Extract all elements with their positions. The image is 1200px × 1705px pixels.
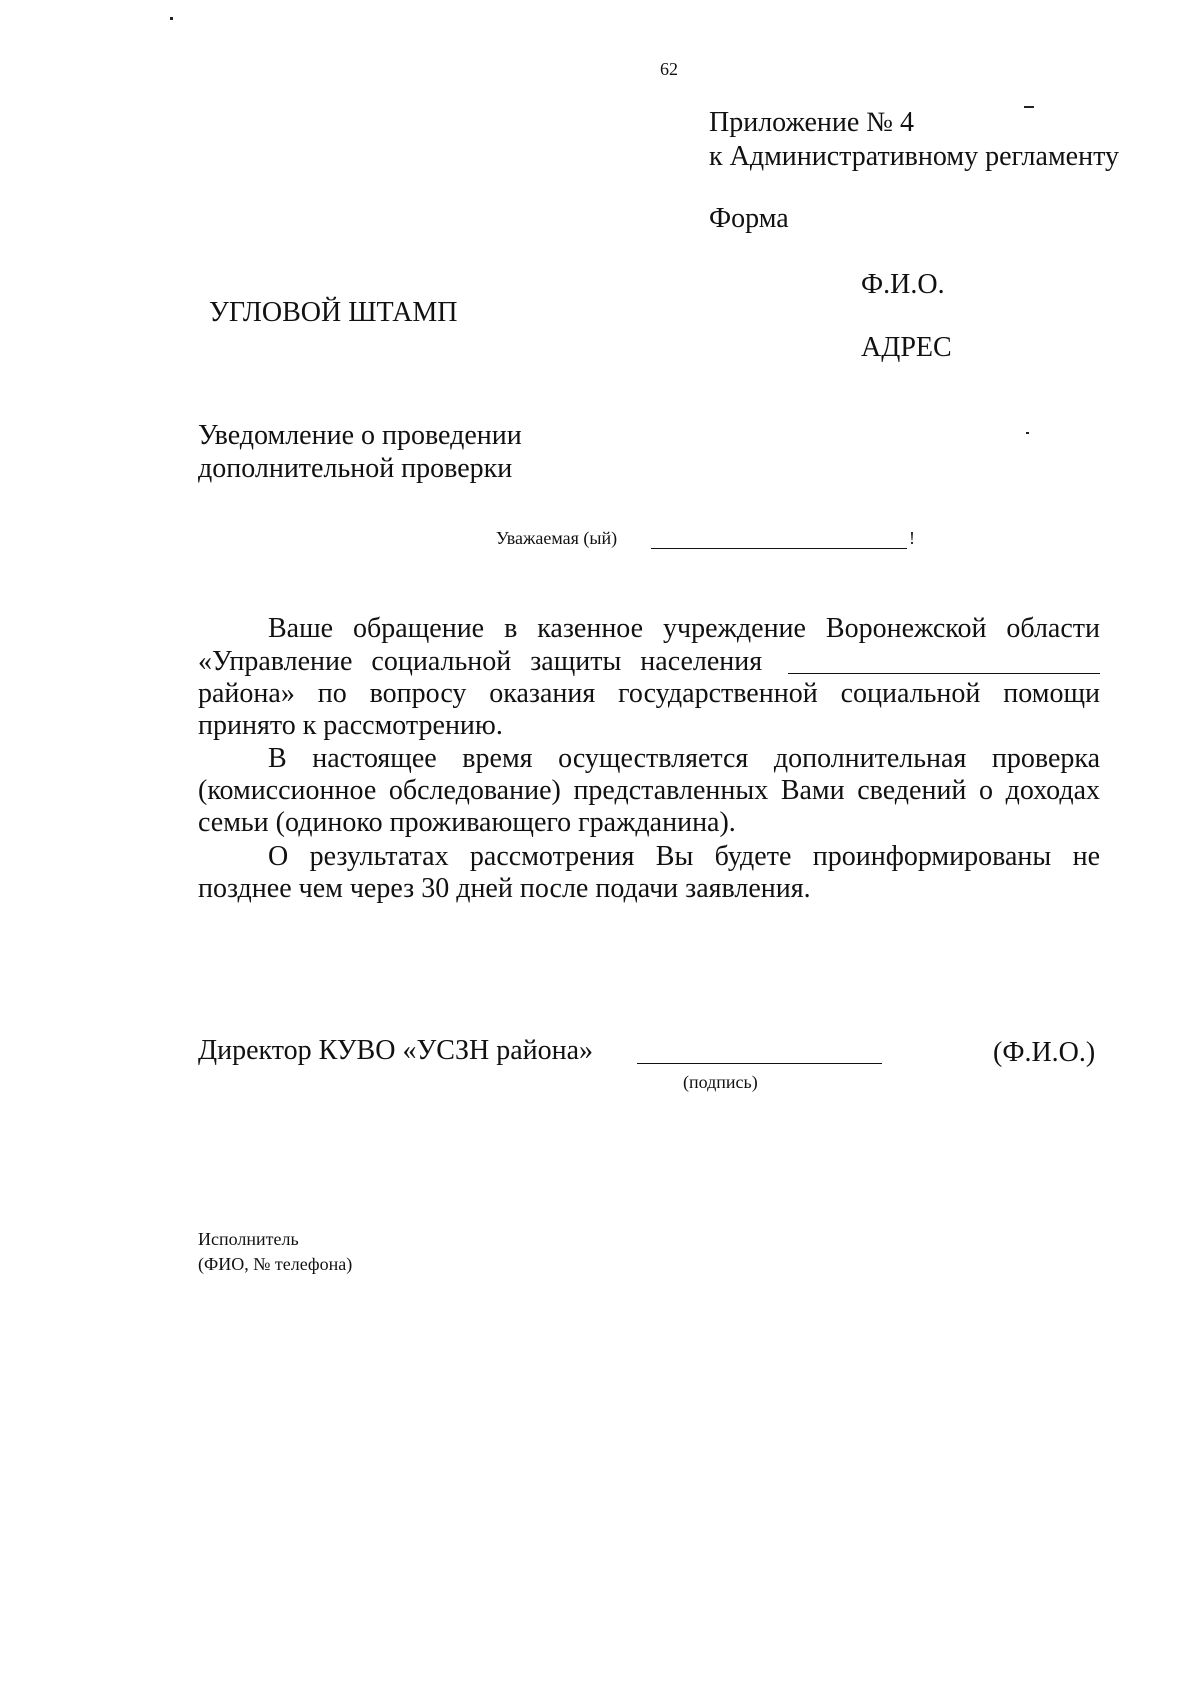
signatory-position: Директор КУВО «УСЗН района» [198, 1035, 594, 1066]
body-paragraph-2-line1: В настоящее время осуществляется дополнительная проверка [268, 743, 1100, 774]
signatory-name: (Ф.И.О.) [993, 1037, 1096, 1068]
recipient-address: АДРЕС [861, 332, 952, 363]
form-label: Форма [709, 203, 789, 234]
salutation-mark: ! [909, 528, 915, 548]
salutation-blank-line [651, 548, 907, 549]
appendix-number: Приложение № 4 [709, 107, 914, 138]
signature-caption: (подпись) [683, 1072, 758, 1092]
body-paragraph-1-line1: Ваше обращение в казенное учреждение Воронежской области [268, 613, 1100, 644]
body-paragraph-3-line1: О результатах рассмотрения Вы будете проинформированы не [268, 841, 1100, 872]
corner-stamp: УГЛОВОЙ ШТАМП [209, 297, 458, 328]
scan-speck [1024, 106, 1034, 108]
scan-speck [1026, 432, 1029, 434]
district-blank-line [788, 673, 1100, 674]
notice-title-line2: дополнительной проверки [198, 453, 513, 484]
salutation: Уважаемая (ый) [496, 528, 618, 548]
recipient-name: Ф.И.О. [861, 269, 945, 300]
body-paragraph-1-line2: «Управление социальной защиты населения [198, 646, 763, 677]
notice-title-line1: Уведомление о проведении [198, 420, 522, 451]
scan-speck [170, 17, 173, 20]
body-paragraph-3-line2: позднее чем через 30 дней после подачи заявления. [198, 873, 811, 904]
page-number: 62 [660, 59, 678, 79]
executor-contact: (ФИО, № телефона) [198, 1254, 353, 1274]
body-paragraph-2-line3: семьи (одиноко проживающего гражданина). [198, 807, 736, 838]
body-paragraph-1-line4: принято к рассмотрению. [198, 710, 503, 741]
body-paragraph-2-line2: (комиссионное обследование) представленных Вами сведений о доходах [198, 775, 1100, 806]
signature-line [637, 1063, 882, 1064]
appendix-reference: к Административному регламенту [709, 141, 1119, 172]
body-paragraph-1-line3: района» по вопросу оказания государственной социальной помощи [198, 678, 1100, 709]
executor-label: Исполнитель [198, 1229, 299, 1249]
